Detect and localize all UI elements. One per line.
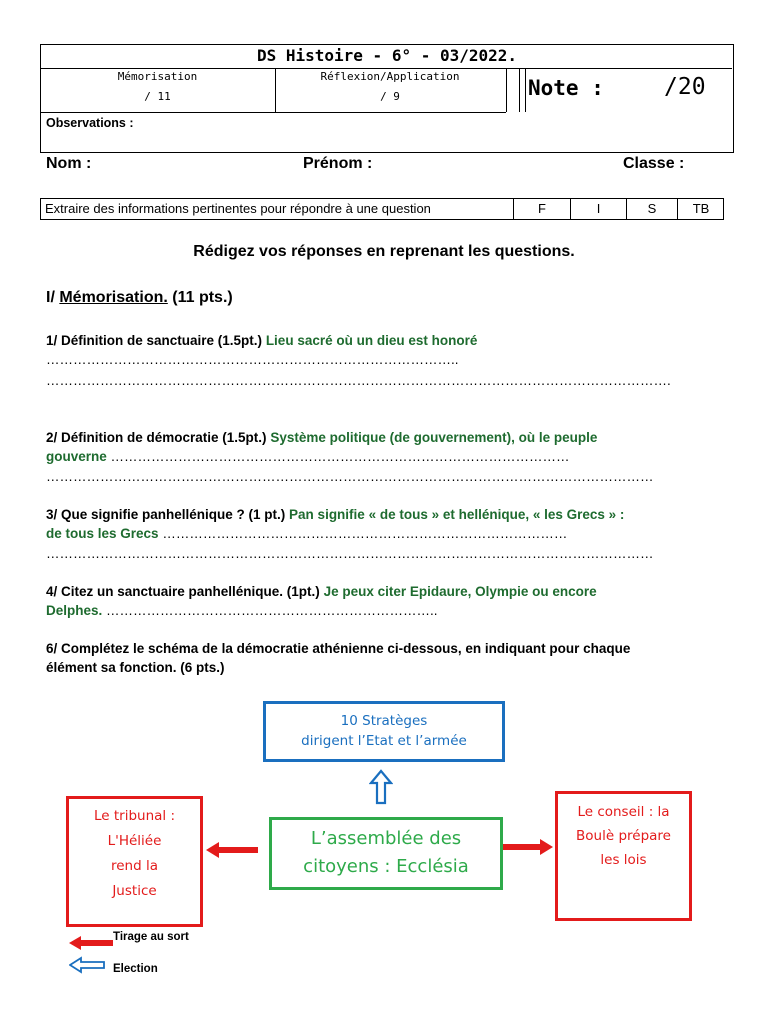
legend-tirage-arrow-icon <box>68 934 114 952</box>
conseil-line2: Boulè prépare <box>576 828 671 844</box>
question-1-dots-2: …………………………………………………………………………………………………………………………. <box>46 373 671 388</box>
section-prefix: I/ <box>46 289 55 306</box>
strateges-line2: dirigent l’Etat et l’armée <box>301 733 467 749</box>
question-2-answer: Système politique (de gouvernement), où le peuple <box>270 430 598 445</box>
tribunal-line2: L'Héliée <box>107 833 162 849</box>
level-s: S <box>626 199 677 219</box>
observations-label: Observations : <box>46 116 134 130</box>
section-heading <box>46 288 233 308</box>
question-6-cont: élément sa fonction. (6 pts.) <box>46 660 225 675</box>
question-4-text: 4/ Citez un sanctuaire panhellénique. (1pt.) <box>46 584 320 599</box>
question-2-cont <box>46 448 570 466</box>
note-label: Note : <box>528 76 604 100</box>
section-title: Mémorisation. <box>59 289 168 306</box>
memorisation-score: / 11 <box>144 90 171 103</box>
strateges-line1: 10 Stratèges <box>340 713 428 729</box>
question-4-answer: Je peux citer Epidaure, Olympie ou encore <box>323 584 597 599</box>
reflexion-label: Réflexion/Application <box>320 70 460 83</box>
tribunal-box <box>66 796 203 927</box>
question-3 <box>46 506 624 524</box>
level-i: I <box>570 199 626 219</box>
question-6: 6/ Complétez le schéma de la démocratie athénienne ci-dessous, en indiquant pour chaque <box>46 641 631 656</box>
skill-description: Extraire des informations pertinentes pour répondre à une question <box>45 201 431 216</box>
question-4 <box>46 583 597 601</box>
assemblee-line1: L’assemblée des <box>310 828 462 849</box>
note-total: /20 <box>664 74 706 100</box>
question-3-answer-cont: de tous les Grecs <box>46 526 159 541</box>
level-f: F <box>513 199 570 219</box>
question-2-dots-2: ……………………………………………………………………………………………………………………… <box>46 469 654 484</box>
question-1 <box>46 332 477 350</box>
question-4-dots-1: ……………………………………………………………….. <box>106 603 438 618</box>
election-arrow-up <box>369 769 393 805</box>
conseil-line3: les lois <box>600 852 647 868</box>
skills-table <box>40 198 724 220</box>
question-1-answer: Lieu sacré où un dieu est honoré <box>265 333 478 348</box>
question-3-dots-2: ……………………………………………………………………………………………………………………… <box>46 546 654 561</box>
question-3-answer: Pan signifie « de tous » et hellénique, « les Grecs » : <box>289 507 625 522</box>
question-2-text: 2/ Définition de démocratie (1.5pt.) <box>46 430 267 445</box>
question-3-cont <box>46 525 567 543</box>
question-1-dots-1: ……………………………………………………………………………….. <box>46 352 459 367</box>
memorisation-label: Mémorisation <box>117 70 198 83</box>
question-4-answer-cont: Delphes. <box>46 603 103 618</box>
tirage-arrow-right <box>502 837 554 857</box>
tribunal-line3: rend la <box>111 858 158 874</box>
instruction: Rédigez vos réponses en reprenant les questions. <box>193 243 575 260</box>
legend-election-arrow-icon <box>69 956 105 974</box>
tirage-arrow-left <box>205 840 259 860</box>
legend-election-label: Election <box>113 963 158 975</box>
section-points: (11 pts.) <box>172 289 233 306</box>
nom-label: Nom : <box>46 155 92 172</box>
question-2 <box>46 429 597 447</box>
tribunal-line1: Le tribunal : <box>93 808 176 824</box>
question-1-text: 1/ Définition de sanctuaire (1.5pt.) <box>46 333 263 348</box>
question-3-dots-1: ……………………………………………………………………………… <box>162 526 568 541</box>
page-title: DS Histoire - 6° - 03/2022. <box>256 46 518 65</box>
assemblee-line2: citoyens : Ecclésia <box>303 856 469 877</box>
question-4-cont <box>46 602 438 620</box>
question-2-dots-1: ………………………………………………………………………………………… <box>110 449 570 464</box>
conseil-box <box>555 791 692 921</box>
conseil-line1: Le conseil : la <box>577 804 670 820</box>
reflexion-score: / 9 <box>380 90 400 103</box>
assemblee-box <box>269 817 503 890</box>
prenom-label: Prénom : <box>303 155 373 172</box>
strateges-box <box>263 701 505 762</box>
tribunal-line4: Justice <box>112 883 157 899</box>
question-2-answer-cont: gouverne <box>46 449 107 464</box>
question-3-text: 3/ Que signifie panhellénique ? (1 pt.) <box>46 507 286 522</box>
classe-label: Classe : <box>623 155 685 172</box>
level-tb: TB <box>677 199 724 219</box>
legend-tirage-label: Tirage au sort <box>113 931 189 943</box>
